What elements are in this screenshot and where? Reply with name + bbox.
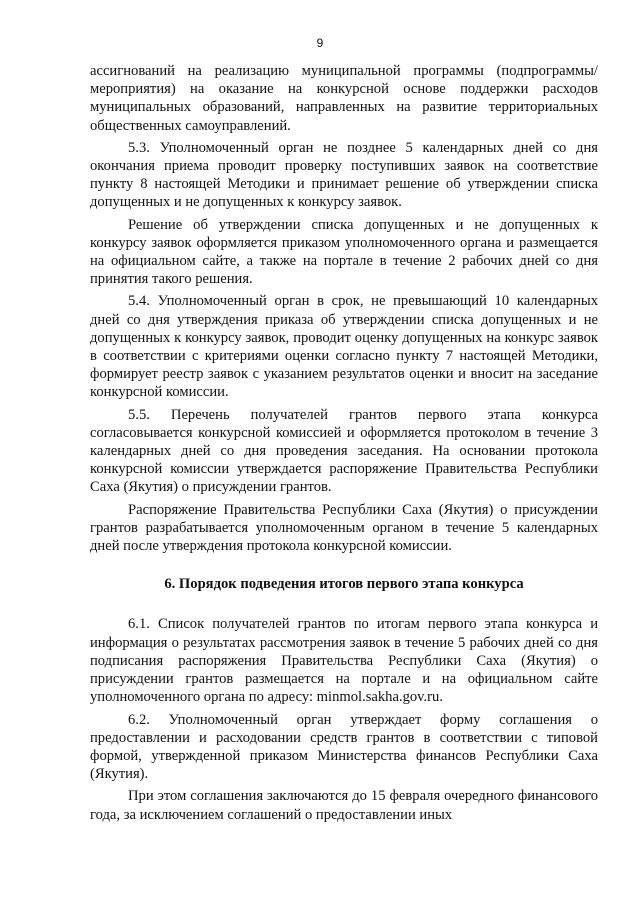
paragraph-5-4: 5.4. Уполномоченный орган в срок, не превышающий 10 календарных дней со дня утверждения приказа об утверждении списка допущенных и не допущенных к конкурсу заявок, проводит оценку допущенных на конкурс заявок в соответствии с критериями оценки согласно пункту 7 настоящей Методики, формирует реестр заявок с указанием результатов оценки и вносит на заседание конкурсной комиссии.	[90, 293, 598, 401]
paragraph-6-1: 6.1. Список получателей грантов по итогам первого этапа конкурса и информация о результатах рассмотрения заявок в течение 5 рабочих дней со дня подписания распоряжения Правительства Республики Саха (Якутия) о присуждении грантов размещается на портале и на официальном сайте уполномоченного органа по адресу: minmol.sakha.gov.ru.	[90, 616, 598, 706]
paragraph-order: Распоряжение Правительства Республики Саха (Якутия) о присуждении грантов разрабатывается уполномоченным органом в течение 5 календарных дней после утверждения протокола конкурсной комиссии.	[90, 501, 598, 555]
section-heading: 6. Порядок подведения итогов первого этапа конкурса	[164, 576, 524, 593]
page-number: 9	[316, 36, 324, 50]
paragraph-5-5: 5.5. Перечень получателей грантов первого этапа конкурса согласовывается конкурсной комиссией и оформляется протоколом в течение 3 календарных дней со дня проведения заседания. На основании протокола конкурсной комиссии утверждается распоряжение Правительства Республики Саха (Якутия) о присуждении грантов.	[90, 406, 598, 496]
paragraph-agreements: При этом соглашения заключаются до 15 февраля очередного финансового года, за исключением соглашений о предоставлении иных	[90, 788, 598, 823]
paragraph-0: ассигнований на реализацию муниципальной программы (подпрограммы/мероприятия) на оказание на конкурсной основе поддержки расходов муниципальных образований, направленных на развитие территориальных общественных самоуправлений.	[90, 63, 598, 134]
document-body	[90, 62, 598, 828]
paragraph-6-2: 6.2. Уполномоченный орган утверждает форму соглашения о предоставлении и расходовании средств грантов в соответствии с типовой формой, утвержденной приказом Министерства финансов Республики Саха (Якутия).	[90, 711, 598, 783]
paragraph-5-3: 5.3. Уполномоченный орган не позднее 5 календарных дней со дня окончания приема проводит проверку поступивших заявок на соответствие пункту 8 настоящей Методики и принимает решение об утверждении списка допущенных и не допущенных к конкурсу заявок.	[90, 139, 598, 211]
paragraph-decision: Решение об утверждении списка допущенных и не допущенных к конкурсу заявок оформляется приказом уполномоченного органа и размещается на официальном сайте, а также на портале в течение 2 рабочих дней со дня принятия такого решения.	[90, 216, 598, 288]
